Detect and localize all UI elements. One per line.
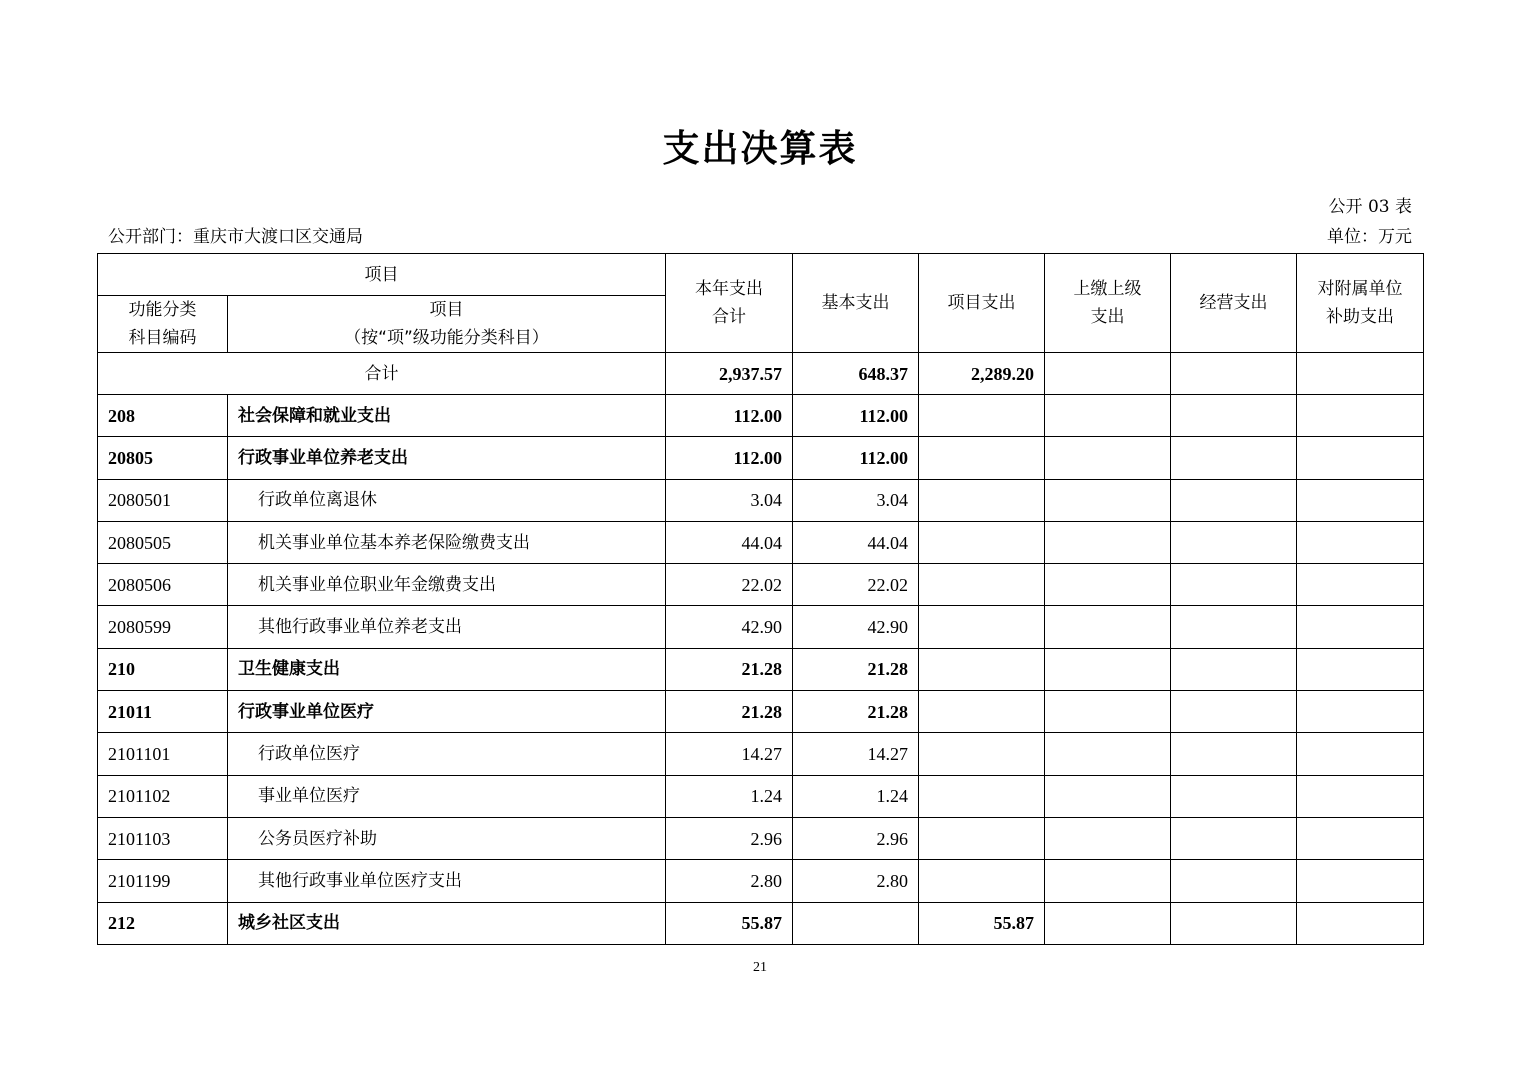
- header-row: [98, 254, 1424, 296]
- basic-cell: 112.00: [793, 395, 919, 437]
- code-cell: 208: [98, 395, 228, 437]
- name-cell: 城乡社区支出: [228, 902, 666, 944]
- header-basic: 基本支出: [793, 254, 919, 353]
- total-cell: 22.02: [666, 564, 793, 606]
- table-row: [98, 648, 1424, 690]
- code-cell: 212: [98, 902, 228, 944]
- operating-cell: [1171, 775, 1297, 817]
- code-cell: 2101103: [98, 817, 228, 859]
- header-name-line1: 项目: [429, 300, 464, 320]
- project-cell: [919, 775, 1045, 817]
- name-cell: 行政事业单位医疗: [228, 691, 666, 733]
- project-cell: [919, 860, 1045, 902]
- project-cell: [919, 733, 1045, 775]
- table-row: [98, 902, 1424, 944]
- total-cell: 42.90: [666, 606, 793, 648]
- project-cell: [919, 817, 1045, 859]
- name-cell: 公务员医疗补助: [228, 817, 666, 859]
- project-cell: [919, 691, 1045, 733]
- total-cell: 21.28: [666, 691, 793, 733]
- subsidiary-cell: [1297, 860, 1424, 902]
- department-label: 公开部门：重庆市大渡口区交通局: [108, 227, 363, 247]
- subsidiary-cell: [1297, 775, 1424, 817]
- subsidiary-cell: [1297, 691, 1424, 733]
- header-upper: [1045, 254, 1171, 353]
- page-title: 支出决算表: [662, 127, 858, 170]
- upper-cell: [1045, 691, 1171, 733]
- project-cell: [919, 564, 1045, 606]
- table-row: [98, 395, 1424, 437]
- total-cell: 14.27: [666, 733, 793, 775]
- code-cell: 21011: [98, 691, 228, 733]
- header-total-line2: 合计: [712, 307, 746, 327]
- operating-cell: [1171, 437, 1297, 479]
- subsidiary-cell: [1297, 353, 1424, 395]
- header-subsidiary-line2: 补助支出: [1326, 307, 1394, 327]
- operating-cell: [1171, 817, 1297, 859]
- header-code-line1: 功能分类: [128, 300, 197, 320]
- name-cell: 社会保障和就业支出: [228, 395, 666, 437]
- header-total-line1: 本年支出: [695, 279, 763, 299]
- total-cell: 44.04: [666, 521, 793, 563]
- table-row: [98, 775, 1424, 817]
- project-cell: [919, 648, 1045, 690]
- basic-cell: 3.04: [793, 479, 919, 521]
- operating-cell: [1171, 353, 1297, 395]
- header-name-line2: （按“项”级功能分类科目）: [344, 328, 549, 348]
- header-subsidiary-line1: 对附属单位: [1317, 279, 1403, 299]
- name-cell: 行政单位医疗: [228, 733, 666, 775]
- upper-cell: [1045, 817, 1171, 859]
- total-cell: 3.04: [666, 479, 793, 521]
- operating-cell: [1171, 648, 1297, 690]
- name-cell: 事业单位医疗: [228, 775, 666, 817]
- operating-cell: [1171, 733, 1297, 775]
- page-number: 21: [753, 960, 767, 975]
- total-cell: 112.00: [666, 395, 793, 437]
- upper-cell: [1045, 606, 1171, 648]
- project-cell: [919, 395, 1045, 437]
- header-subsidiary: [1297, 254, 1424, 353]
- subsidiary-cell: [1297, 606, 1424, 648]
- basic-cell: 44.04: [793, 521, 919, 563]
- total-cell: 21.28: [666, 648, 793, 690]
- subsidiary-cell: [1297, 648, 1424, 690]
- code-cell: 2080599: [98, 606, 228, 648]
- subsidiary-cell: [1297, 902, 1424, 944]
- project-cell: 2,289.20: [919, 353, 1045, 395]
- table-row: [98, 691, 1424, 733]
- project-cell: [919, 606, 1045, 648]
- operating-cell: [1171, 606, 1297, 648]
- project-cell: [919, 479, 1045, 521]
- project-cell: [919, 437, 1045, 479]
- table-row: [98, 817, 1424, 859]
- name-cell: 卫生健康支出: [228, 648, 666, 690]
- operating-cell: [1171, 395, 1297, 437]
- header-upper-line1: 上缴上级: [1073, 279, 1142, 299]
- table-row: [98, 860, 1424, 902]
- total-cell: 2,937.57: [666, 353, 793, 395]
- upper-cell: [1045, 733, 1171, 775]
- upper-cell: [1045, 860, 1171, 902]
- total-cell: 55.87: [666, 902, 793, 944]
- header-item-group: 项目: [98, 254, 666, 296]
- table-row: [98, 521, 1424, 563]
- code-cell: 210: [98, 648, 228, 690]
- code-cell: 2101102: [98, 775, 228, 817]
- name-cell: 机关事业单位基本养老保险缴费支出: [228, 521, 666, 563]
- code-cell: 20805: [98, 437, 228, 479]
- operating-cell: [1171, 564, 1297, 606]
- code-cell: 2101199: [98, 860, 228, 902]
- code-cell: 2080505: [98, 521, 228, 563]
- basic-cell: 648.37: [793, 353, 919, 395]
- upper-cell: [1045, 648, 1171, 690]
- total-label: 合计: [98, 353, 666, 395]
- basic-cell: [793, 902, 919, 944]
- code-cell: 2101101: [98, 733, 228, 775]
- upper-cell: [1045, 437, 1171, 479]
- header-code: [98, 296, 228, 353]
- operating-cell: [1171, 521, 1297, 563]
- name-cell: 其他行政事业单位养老支出: [228, 606, 666, 648]
- name-cell: 行政事业单位养老支出: [228, 437, 666, 479]
- upper-cell: [1045, 564, 1171, 606]
- subsidiary-cell: [1297, 564, 1424, 606]
- upper-cell: [1045, 521, 1171, 563]
- operating-cell: [1171, 691, 1297, 733]
- name-cell: 其他行政事业单位医疗支出: [228, 860, 666, 902]
- basic-cell: 21.28: [793, 691, 919, 733]
- name-cell: 行政单位离退休: [228, 479, 666, 521]
- form-number: 公开 03 表: [1328, 197, 1412, 217]
- basic-cell: 21.28: [793, 648, 919, 690]
- basic-cell: 42.90: [793, 606, 919, 648]
- total-cell: 1.24: [666, 775, 793, 817]
- total-cell: 2.96: [666, 817, 793, 859]
- expenditure-table: [97, 253, 1424, 945]
- name-cell: 机关事业单位职业年金缴费支出: [228, 564, 666, 606]
- basic-cell: 112.00: [793, 437, 919, 479]
- upper-cell: [1045, 353, 1171, 395]
- header-upper-line2: 支出: [1090, 307, 1125, 327]
- basic-cell: 22.02: [793, 564, 919, 606]
- table-row: [98, 733, 1424, 775]
- total-cell: 112.00: [666, 437, 793, 479]
- subsidiary-cell: [1297, 817, 1424, 859]
- upper-cell: [1045, 775, 1171, 817]
- header-code-line2: 科目编码: [128, 328, 197, 348]
- upper-cell: [1045, 395, 1171, 437]
- code-cell: 2080501: [98, 479, 228, 521]
- code-cell: 2080506: [98, 564, 228, 606]
- header-total: [666, 254, 793, 353]
- table-row: [98, 437, 1424, 479]
- basic-cell: 2.80: [793, 860, 919, 902]
- project-cell: 55.87: [919, 902, 1045, 944]
- subsidiary-cell: [1297, 395, 1424, 437]
- table-row: [98, 606, 1424, 648]
- subsidiary-cell: [1297, 733, 1424, 775]
- basic-cell: 1.24: [793, 775, 919, 817]
- header-operating: 经营支出: [1171, 254, 1297, 353]
- basic-cell: 2.96: [793, 817, 919, 859]
- total-row: [98, 353, 1424, 395]
- subsidiary-cell: [1297, 521, 1424, 563]
- operating-cell: [1171, 860, 1297, 902]
- table-row: [98, 564, 1424, 606]
- header-name: [228, 296, 666, 353]
- total-cell: 2.80: [666, 860, 793, 902]
- upper-cell: [1045, 479, 1171, 521]
- subsidiary-cell: [1297, 479, 1424, 521]
- basic-cell: 14.27: [793, 733, 919, 775]
- operating-cell: [1171, 902, 1297, 944]
- table-row: [98, 479, 1424, 521]
- subsidiary-cell: [1297, 437, 1424, 479]
- upper-cell: [1045, 902, 1171, 944]
- unit-label: 单位：万元: [1327, 227, 1412, 247]
- operating-cell: [1171, 479, 1297, 521]
- header-project: 项目支出: [919, 254, 1045, 353]
- project-cell: [919, 521, 1045, 563]
